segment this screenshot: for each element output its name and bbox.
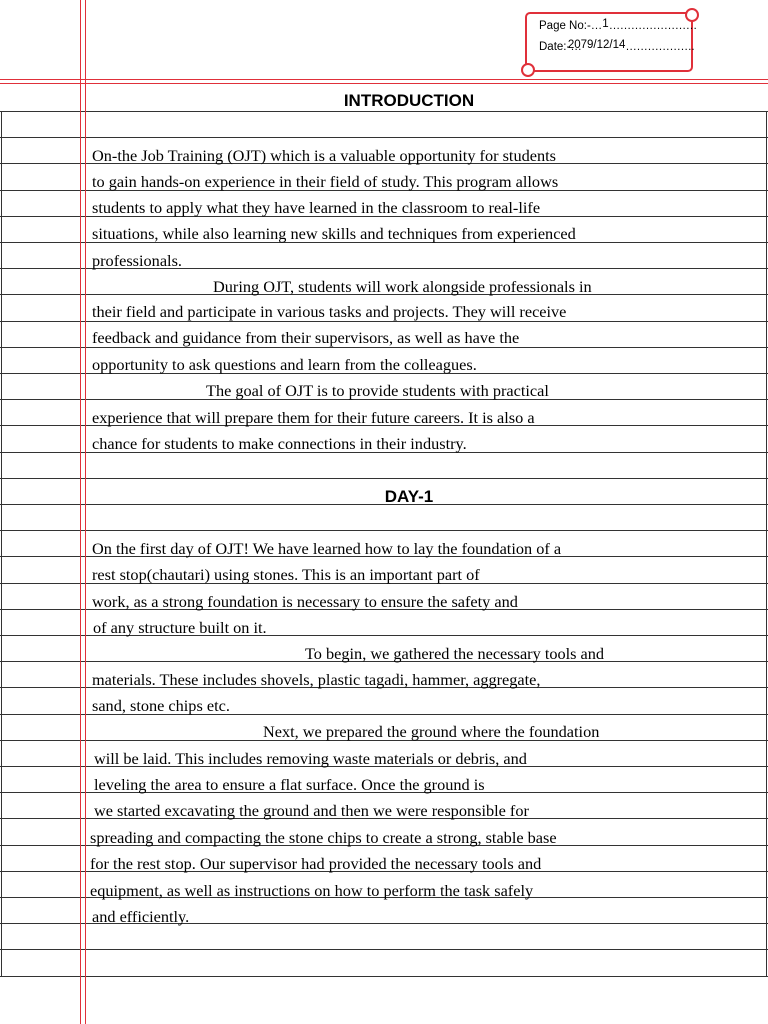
text-line: spreading and compacting the stone chips to create a strong, stable base — [90, 828, 557, 847]
ruled-line — [0, 111, 768, 112]
page-number-dots: …………………… — [608, 20, 697, 32]
header-rule — [0, 83, 768, 84]
date-dots: ………………. — [625, 41, 695, 53]
text-line: The goal of OJT is to provide students with practical — [206, 381, 549, 400]
text-line: materials. These includes shovels, plastic tagadi, hammer, aggregate, — [92, 670, 541, 689]
day-1-heading: DAY-1 — [384, 487, 434, 506]
date-label: Date:-… — [539, 41, 582, 53]
text-line: to gain hands-on experience in their field of study. This program allows — [92, 172, 559, 191]
text-line: for the rest stop. Our supervisor had provided the necessary tools and — [90, 854, 542, 873]
date-field — [539, 41, 694, 53]
date-value: 2079/12/14 — [567, 39, 626, 51]
text-line: sand, stone chips etc. — [92, 696, 230, 715]
text-line: opportunity to ask questions and learn from the colleagues. — [92, 355, 477, 374]
ruled-line — [0, 949, 768, 950]
ruled-line — [0, 478, 768, 479]
page-number-label: Page No:-… — [539, 20, 603, 32]
text-line: leveling the area to ensure a flat surface. Once the ground is — [94, 775, 485, 794]
text-line: To begin, we gathered the necessary tools and — [305, 644, 605, 663]
text-line: situations, while also learning new skills and techniques from experienced — [92, 224, 576, 243]
text-line: rest stop(chautari) using stones. This is an important part of — [92, 565, 480, 584]
text-line: During OJT, students will work alongside professionals in — [213, 277, 592, 296]
text-line: chance for students to make connections in their industry. — [92, 434, 467, 453]
text-line: students to apply what they have learned in the classroom to real-life — [92, 198, 541, 217]
header-rule — [0, 79, 768, 80]
text-line: professionals. — [92, 251, 182, 270]
page-date-label — [525, 12, 697, 72]
text-line: work, as a strong foundation is necessary to ensure the safety and — [92, 592, 518, 611]
scroll-curl — [521, 63, 535, 77]
text-line: On-the Job Training (OJT) which is a valuable opportunity for students — [92, 146, 556, 165]
introduction-heading: INTRODUCTION — [343, 91, 475, 110]
text-line: and efficiently. — [92, 907, 190, 926]
text-line: of any structure built on it. — [93, 618, 267, 637]
text-line: feedback and guidance from their supervisors, as well as have the — [92, 328, 520, 347]
margin-line — [80, 0, 81, 1024]
text-line: Next, we prepared the ground where the foundation — [263, 722, 600, 741]
text-line: equipment, as well as instructions on how to perform the task safely — [90, 881, 534, 900]
right-edge-line — [766, 111, 767, 977]
text-line: On the first day of OJT! We have learned how to lay the foundation of a — [92, 539, 562, 558]
page-number-field — [539, 20, 697, 32]
left-edge-line — [1, 111, 2, 977]
margin-line — [85, 0, 86, 1024]
text-line: will be laid. This includes removing waste materials or debris, and — [94, 749, 527, 768]
page-number-value: 1 — [602, 18, 609, 30]
ruled-line — [0, 976, 768, 977]
text-line: experience that will prepare them for their future careers. It is also a — [92, 408, 535, 427]
ruled-line — [0, 530, 768, 531]
text-line: their field and participate in various tasks and projects. They will receive — [92, 302, 567, 321]
text-line: we started excavating the ground and then we were responsible for — [94, 801, 529, 820]
ruled-line — [0, 137, 768, 138]
